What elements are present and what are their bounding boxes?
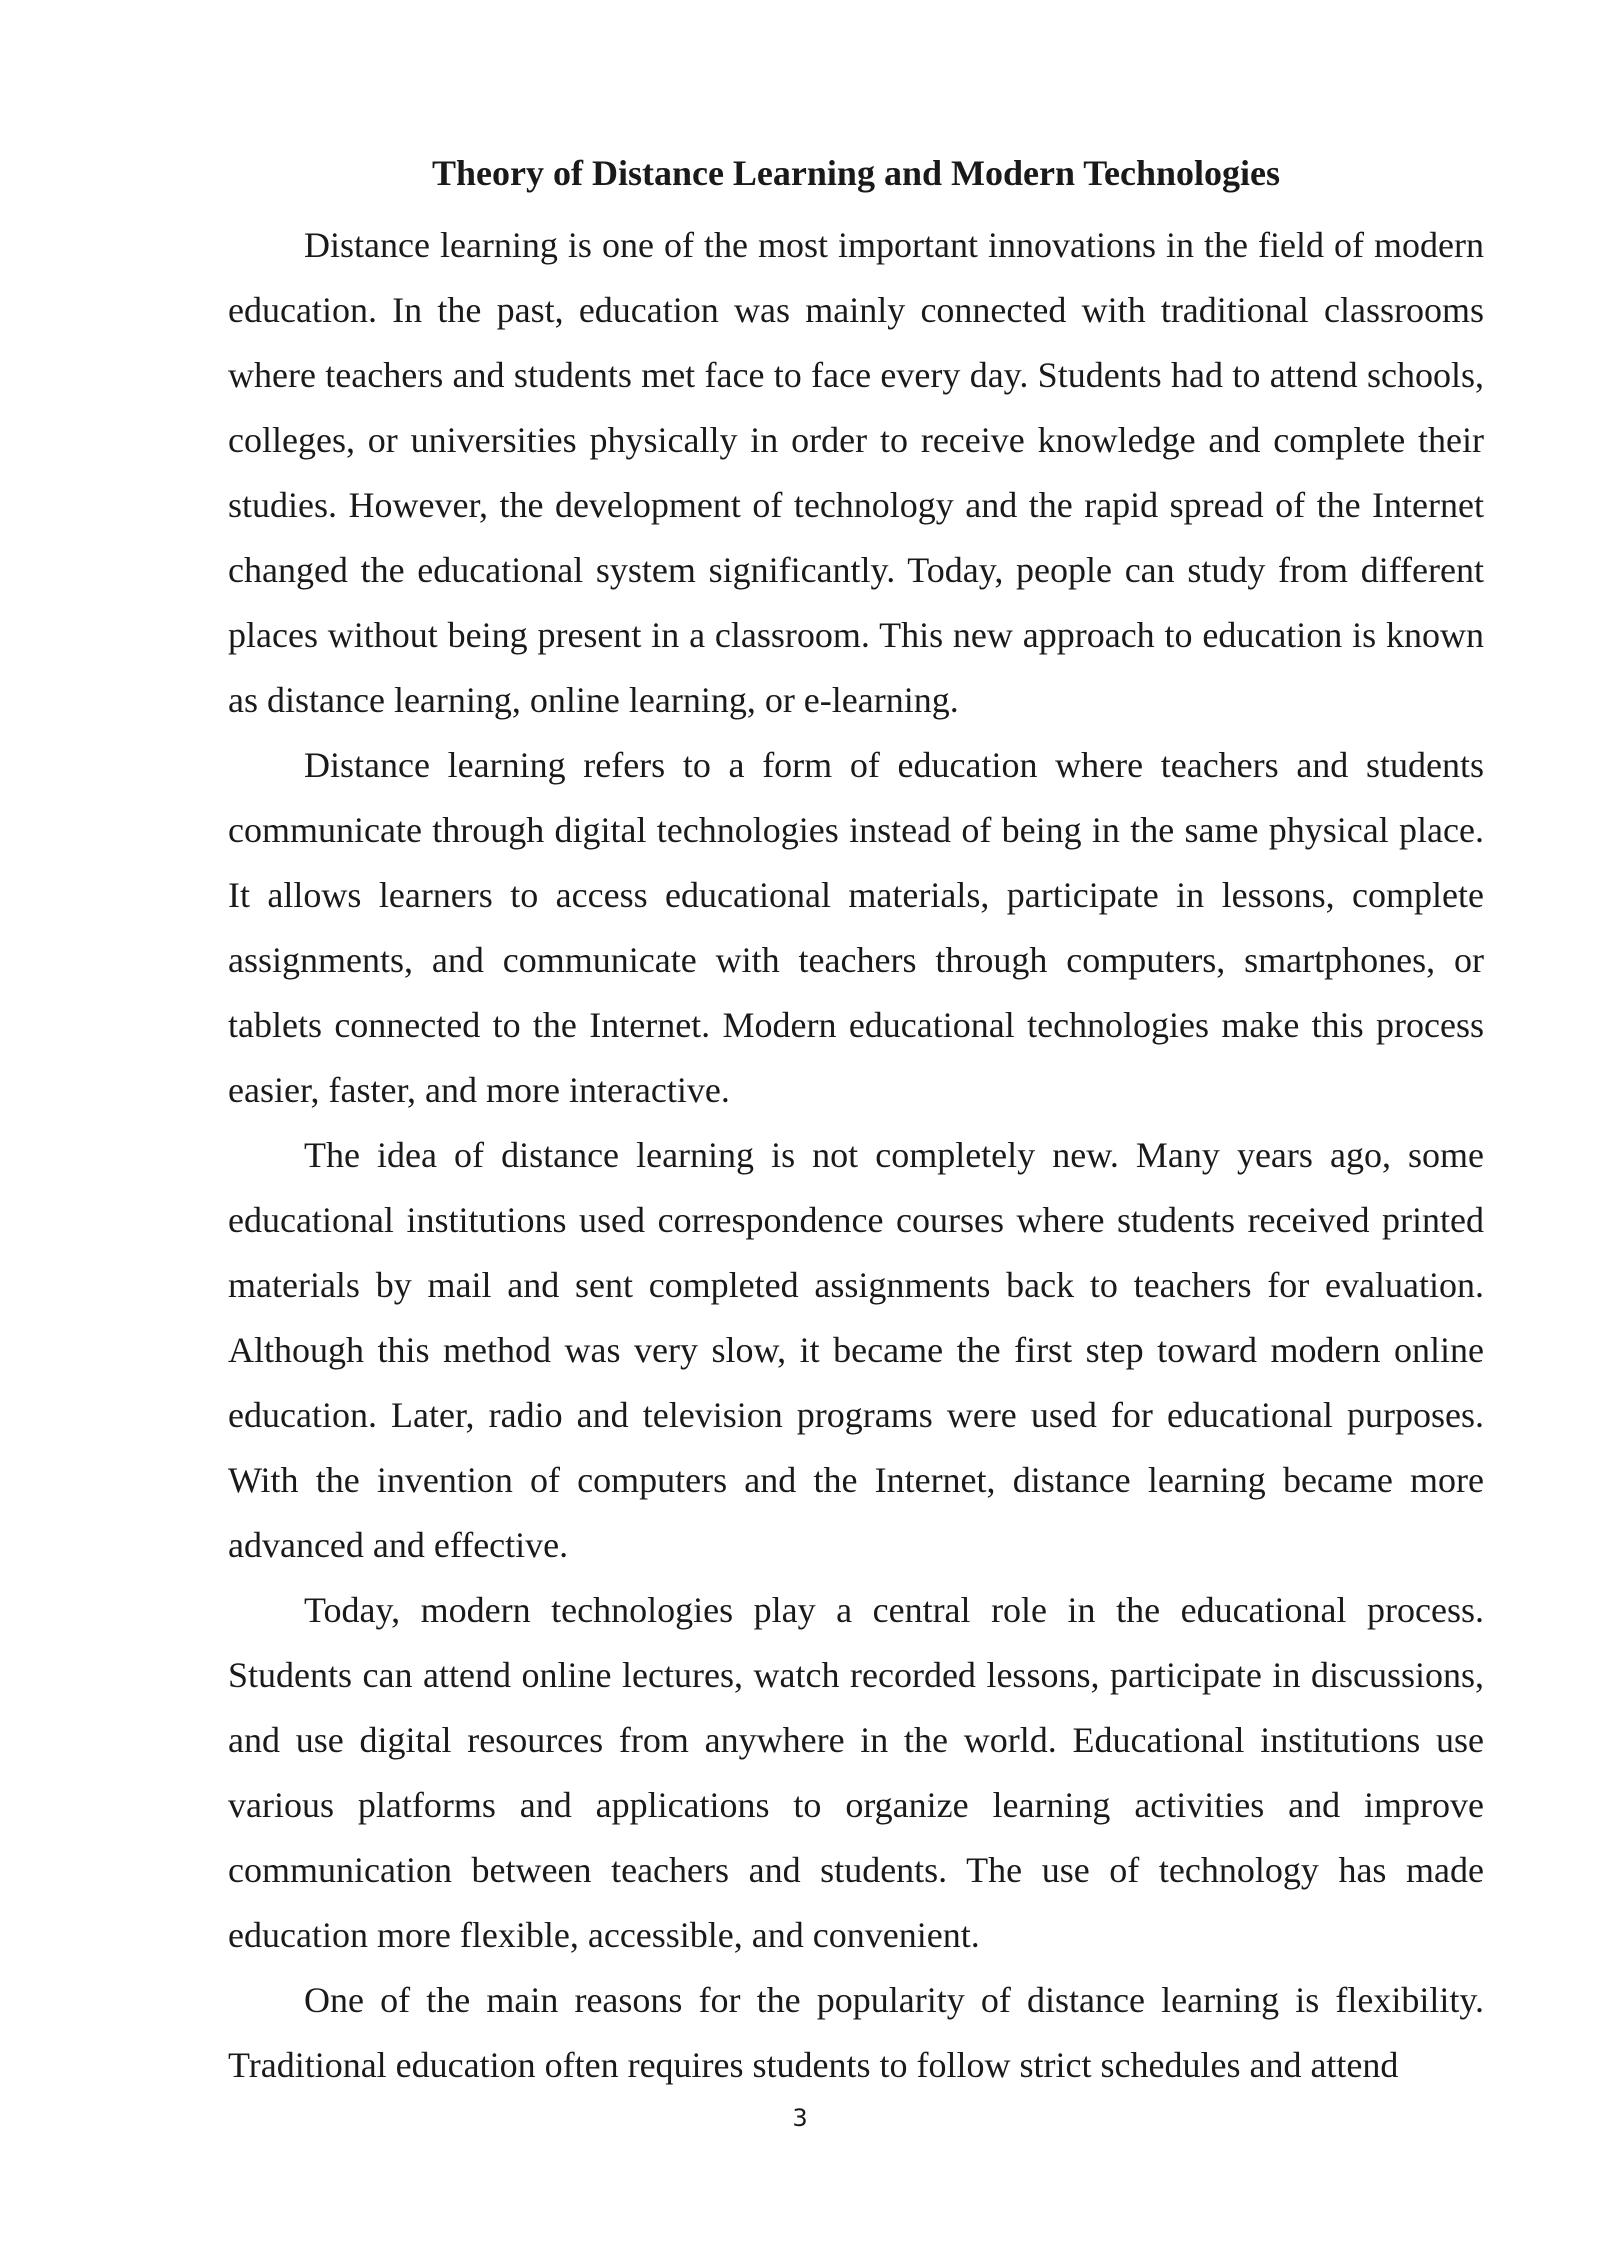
body-paragraph: Distance learning refers to a form of education where teachers and students communicate through digital technologies instead of being in the same physical place. It allows learners to access educational materials, participate in lessons, complete assignments, and communicate with teachers through computers, smartphones, or tablets connected to the Internet. Modern educational technologies make this process easier, faster, and more interactive. [228, 745, 1484, 1110]
body-paragraph: One of the main reasons for the popularity of distance learning is flexibility. Traditional education often requires students to follow strict schedules and attend [228, 1980, 1484, 2085]
body-paragraph: Distance learning is one of the most important innovations in the field of modern education. In the past, education was mainly connected with traditional classrooms where teachers and students met face to face every day. Students had to attend schools, colleges, or universities physically in order to receive knowledge and complete their studies. However, the development of technology and the rapid spread of the Internet changed the educational system significantly. Today, people can study from different places without being present in a classroom. This new approach to education is known as distance learning, online learning, or e-learning. [228, 225, 1484, 720]
body-paragraph: Today, modern technologies play a central role in the educational process. Students can attend online lectures, watch recorded lessons, participate in discussions, and use digital resources from anywhere in the world. Educational institutions use various platforms and applications to organize learning activities and improve communication between teachers and students. The use of technology has made education more flexible, accessible, and convenient. [228, 1590, 1484, 1955]
page-number: 3 [792, 2104, 808, 2132]
page-body [228, 148, 1484, 2098]
body-paragraph: The idea of distance learning is not completely new. Many years ago, some educational institutions used correspondence courses where students received printed materials by mail and sent completed assignments back to teachers for evaluation. Although this method was very slow, it became the first step toward modern online education. Later, radio and television programs were used for educational purposes. With the invention of computers and the Internet, distance learning became more advanced and effective. [228, 1135, 1484, 1565]
document-title: Theory of Distance Learning and Modern Technologies [431, 153, 1281, 193]
